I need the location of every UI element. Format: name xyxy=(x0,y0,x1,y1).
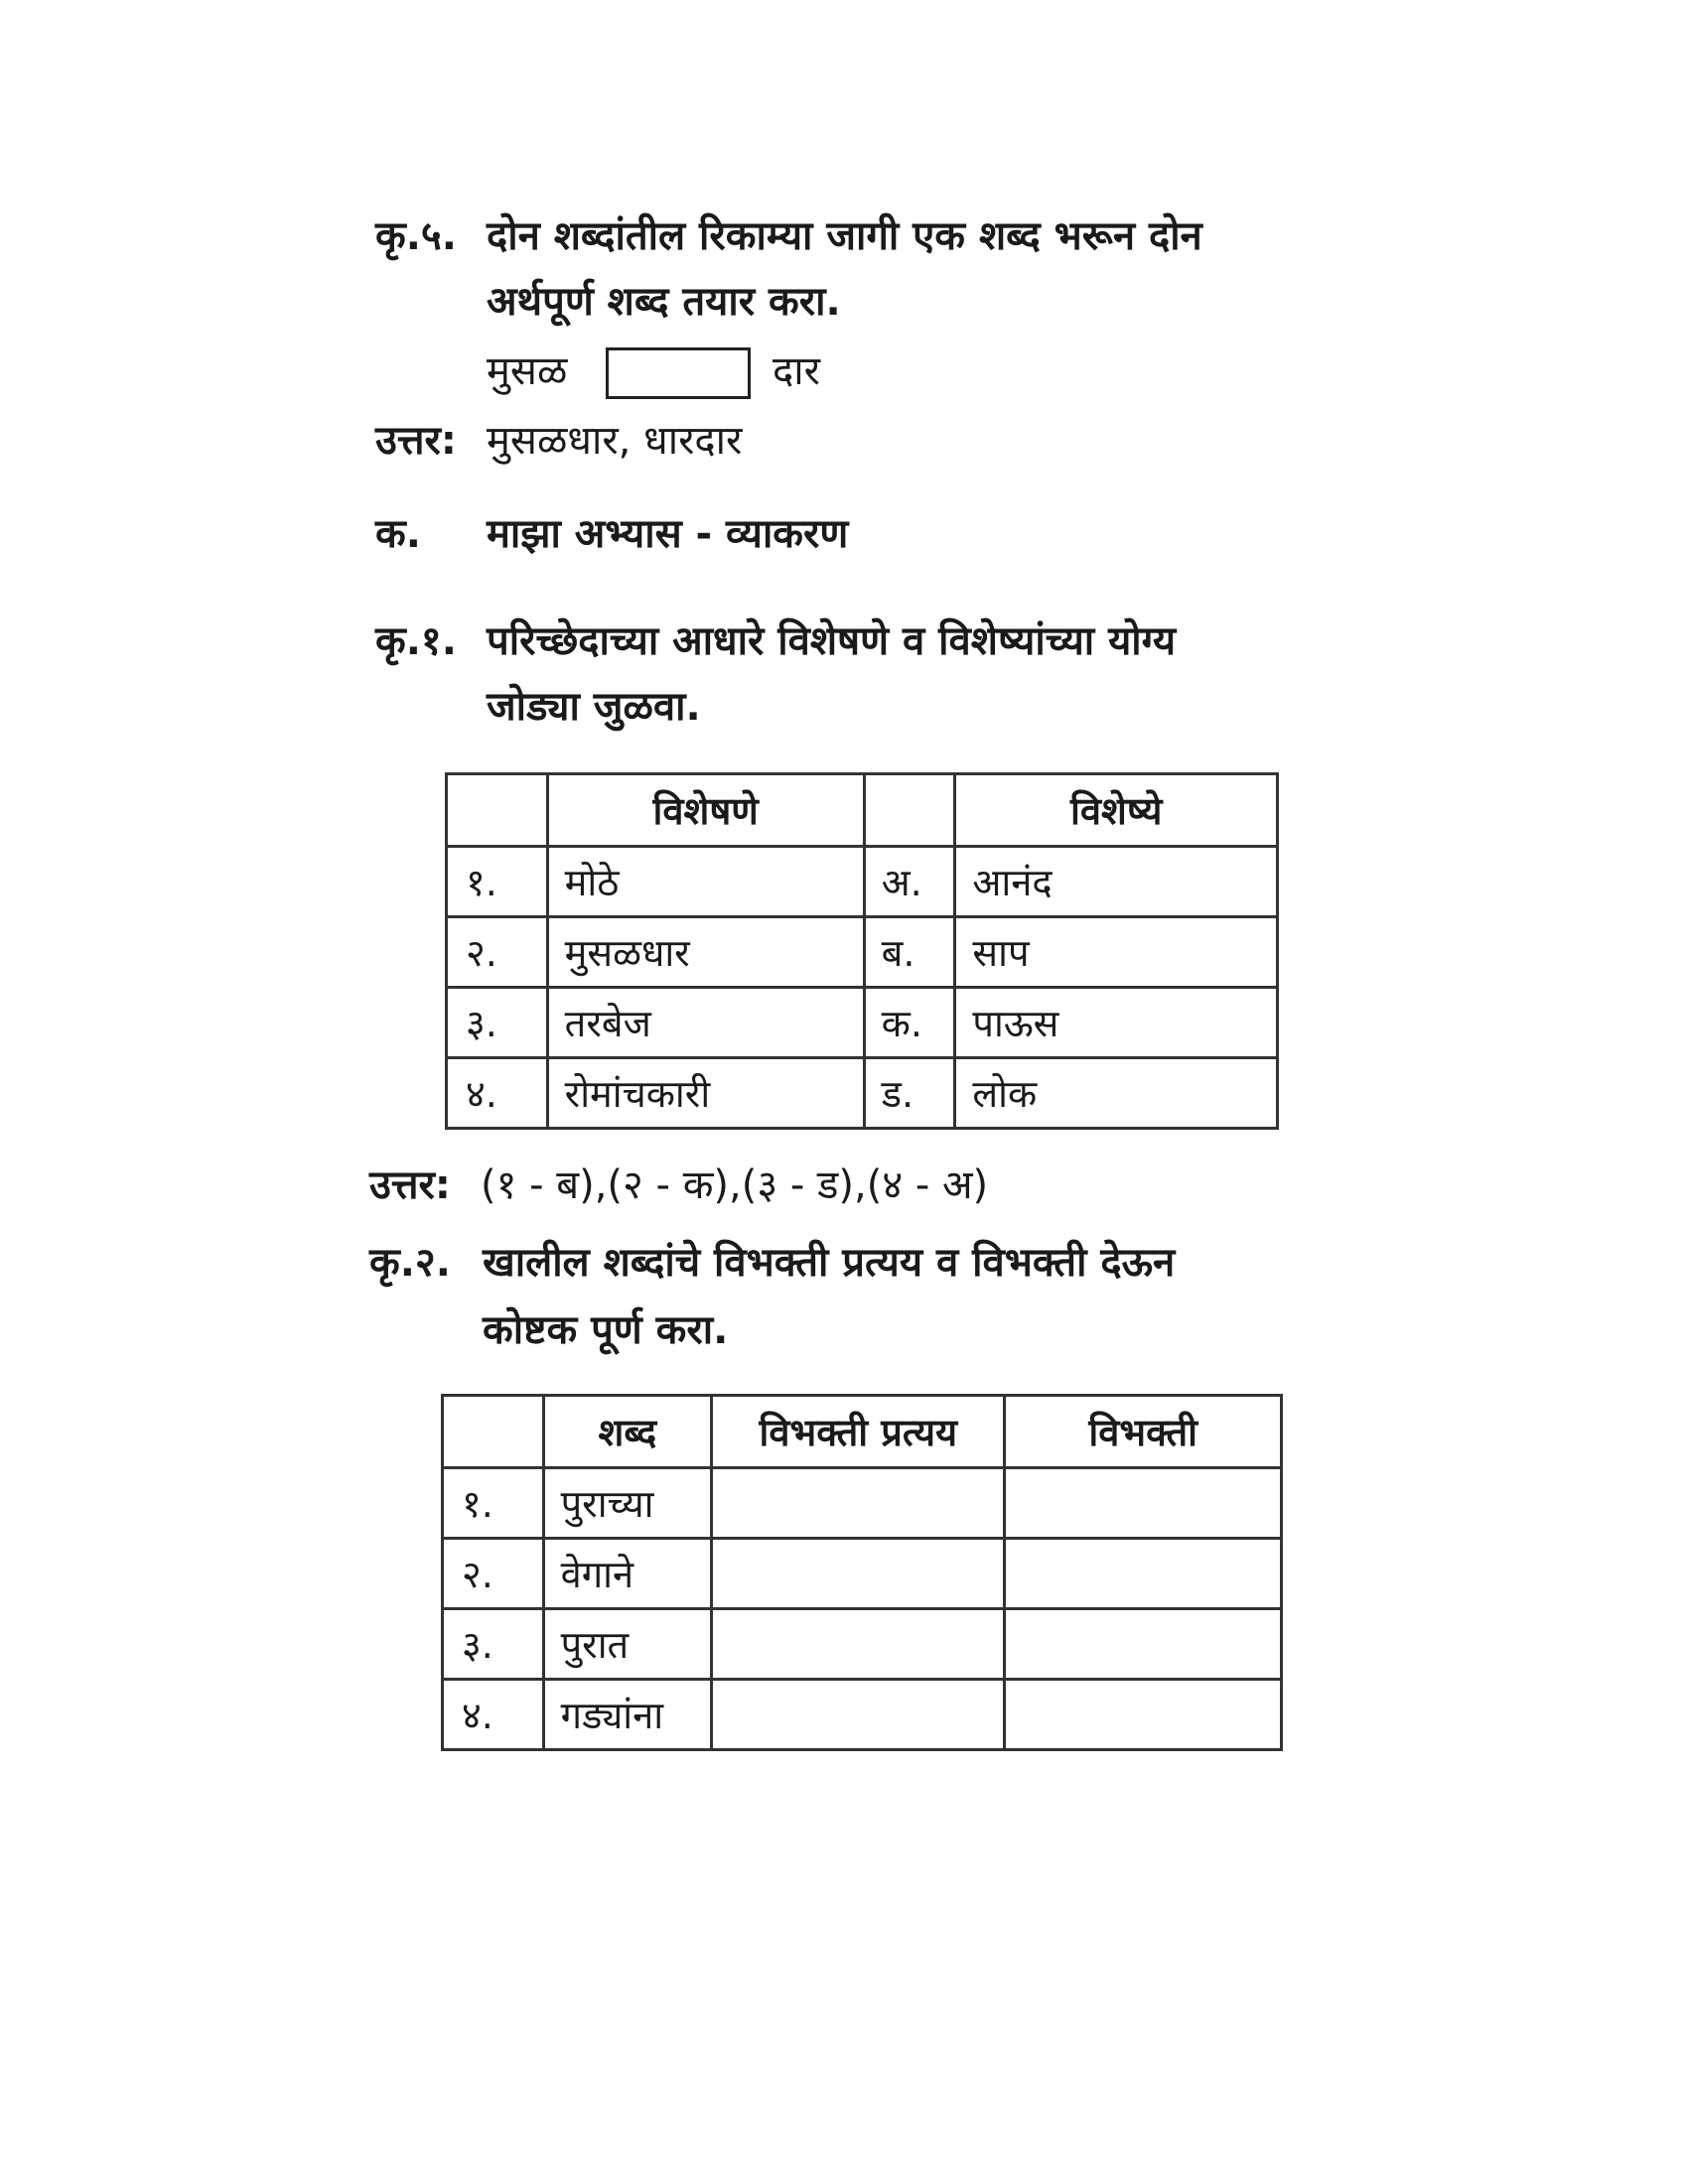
noun-cell: आनंद xyxy=(955,847,1278,917)
table-row xyxy=(443,1468,1282,1539)
word-cell: पुरात xyxy=(543,1609,712,1680)
case-cell[interactable] xyxy=(1005,1468,1282,1539)
noun-cell: पाऊस xyxy=(955,988,1278,1058)
row-number: २. xyxy=(447,917,548,988)
suffix-cell[interactable] xyxy=(712,1468,1005,1539)
row-number: ४. xyxy=(447,1058,548,1129)
vibhakti-header-word: शब्द xyxy=(543,1396,712,1468)
q1-text-line2: जोड्या जुळवा. xyxy=(487,684,701,730)
q5-answer-label: उत्तर: xyxy=(375,418,457,464)
suffix-cell[interactable] xyxy=(712,1539,1005,1609)
case-cell[interactable] xyxy=(1005,1680,1282,1750)
matching-header-number xyxy=(447,774,548,847)
q5-text-line1: दोन शब्दांतील रिकाम्या जागी एक शब्द भरून दोन xyxy=(487,213,1202,259)
q2-text-line2: कोष्टक पूर्ण करा. xyxy=(483,1307,729,1353)
word-cell: गड्यांना xyxy=(543,1680,712,1750)
vibhakti-table xyxy=(441,1394,1283,1751)
table-row xyxy=(447,1058,1278,1129)
word-cell: पुराच्या xyxy=(543,1468,712,1539)
row-number: १. xyxy=(447,847,548,917)
q5-answer-text: मुसळधार, धारदार xyxy=(487,418,743,464)
table-row xyxy=(443,1680,1282,1750)
matching-header-nouns: विशेष्ये xyxy=(955,774,1278,847)
q2-label: कृ.२. xyxy=(369,1240,451,1286)
matching-table-header-row xyxy=(447,774,1278,847)
q5-word-left: मुसळ xyxy=(487,348,568,394)
q1-answer-text: (१ - ब),(२ - क),(३ - ड),(४ - अ) xyxy=(481,1162,989,1208)
q1-answer-label: उत्तर: xyxy=(369,1162,451,1208)
adjective-cell: रोमांचकारी xyxy=(547,1058,864,1129)
section-title: माझा अभ्यास - व्याकरण xyxy=(487,511,849,557)
row-number: २. xyxy=(443,1539,544,1609)
row-number: ३. xyxy=(443,1609,544,1680)
word-cell: वेगाने xyxy=(543,1539,712,1609)
q5-text-line2: अर्थपूर्ण शब्द तयार करा. xyxy=(487,279,841,325)
table-row xyxy=(447,847,1278,917)
q1-label: कृ.१. xyxy=(375,618,457,664)
table-row xyxy=(447,917,1278,988)
noun-cell: लोक xyxy=(955,1058,1278,1129)
section-label: क. xyxy=(375,511,421,557)
adjective-cell: तरबेज xyxy=(547,988,864,1058)
adjective-cell: मुसळधार xyxy=(547,917,864,988)
row-number: १. xyxy=(443,1468,544,1539)
q5-blank-box[interactable] xyxy=(606,347,751,399)
vibhakti-header-case: विभक्ती xyxy=(1005,1396,1282,1468)
table-row xyxy=(443,1539,1282,1609)
vibhakti-header-number xyxy=(443,1396,544,1468)
vibhakti-header-suffix: विभक्ती प्रत्यय xyxy=(712,1396,1005,1468)
q1-text-line1: परिच्छेदाच्या आधारे विशेषणे व विशेष्यांच्या योग्य xyxy=(487,618,1177,664)
case-cell[interactable] xyxy=(1005,1609,1282,1680)
letter-cell: ड. xyxy=(864,1058,955,1129)
case-cell[interactable] xyxy=(1005,1539,1282,1609)
row-number: ३. xyxy=(447,988,548,1058)
matching-table xyxy=(445,772,1279,1130)
row-number: ४. xyxy=(443,1680,544,1750)
vibhakti-table-header-row xyxy=(443,1396,1282,1468)
matching-header-adjectives: विशेषणे xyxy=(547,774,864,847)
table-row xyxy=(447,988,1278,1058)
suffix-cell[interactable] xyxy=(712,1609,1005,1680)
table-row xyxy=(443,1609,1282,1680)
q5-label: कृ.५. xyxy=(375,213,457,259)
letter-cell: ब. xyxy=(864,917,955,988)
letter-cell: क. xyxy=(864,988,955,1058)
matching-header-letter xyxy=(864,774,955,847)
noun-cell: साप xyxy=(955,917,1278,988)
suffix-cell[interactable] xyxy=(712,1680,1005,1750)
letter-cell: अ. xyxy=(864,847,955,917)
q2-text-line1: खालील शब्दांचे विभक्ती प्रत्यय व विभक्ती देऊन xyxy=(483,1240,1176,1286)
adjective-cell: मोठे xyxy=(547,847,864,917)
q5-word-right: दार xyxy=(773,348,820,394)
